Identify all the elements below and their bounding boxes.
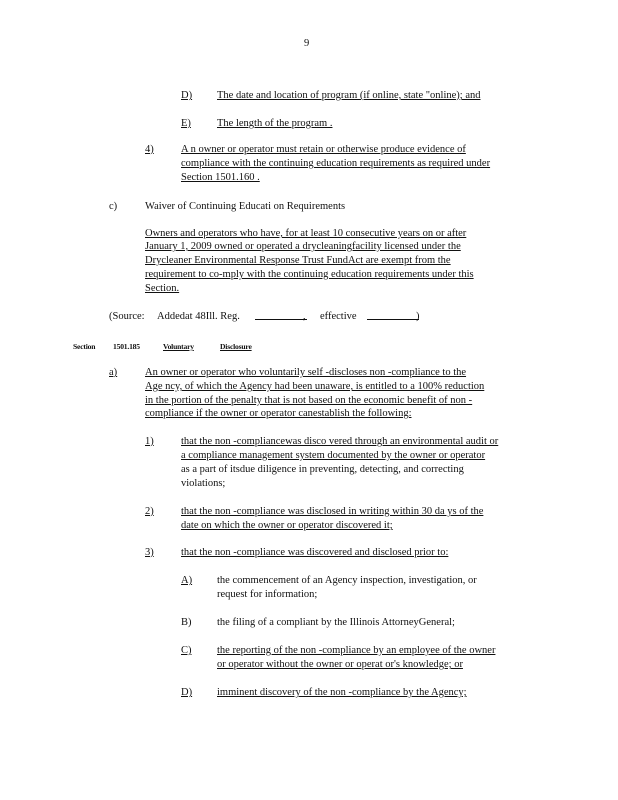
section-c-label: c) xyxy=(109,201,118,212)
section-word: Section xyxy=(73,342,96,351)
item-1-line-1: that the non -compliancewas disco vered through an environmental audit or xyxy=(181,436,499,447)
section-c-heading: Waiver of Continuing Educati on Requirements xyxy=(145,201,346,212)
section-c-line-4: requirement to co-mply with the continuing education requirements under this xyxy=(145,269,474,280)
item-2-label: 2) xyxy=(145,506,154,517)
section-c-line-3: Drycleaner Environmental Response Trust FundAct are exempt from the xyxy=(145,255,451,266)
sub-d-label: D) xyxy=(181,687,193,698)
source-prefix: (Source: xyxy=(109,311,145,322)
sub-a-line-2: request for information; xyxy=(217,589,318,600)
item-1-label: 1) xyxy=(145,436,154,447)
item-1-line-3: as a part of itsdue diligence in preventing, detecting, and correcting xyxy=(181,464,464,475)
sub-d-text: imminent discovery of the non -compliance by the Agency; xyxy=(217,687,467,698)
item-3-label: 3) xyxy=(145,547,154,558)
page-number: 9 xyxy=(304,38,310,49)
sub-c-label: C) xyxy=(181,645,192,656)
section-title-voluntary: Voluntary xyxy=(163,342,194,351)
source-date-blank xyxy=(367,310,419,325)
section-c-line-1: Owners and operators who have, for at least 10 consecutive years on or after xyxy=(145,228,467,239)
item-4-line-3: Section 1501.160 . xyxy=(181,172,260,183)
sub-b-label: B) xyxy=(181,617,192,628)
source-effective: effective xyxy=(320,311,357,322)
item-d-text: The date and location of program (if online, state "online); and xyxy=(217,90,481,101)
item-4-line-2: compliance with the continuing education requirements as required under xyxy=(181,158,491,169)
para-a-line-1: An owner or operator who voluntarily self -discloses non -compliance to the xyxy=(145,367,467,378)
sub-a-label: A) xyxy=(181,575,193,586)
sub-c-line-1: the reporting of the non -compliance by an employee of the owner xyxy=(217,645,496,656)
item-1-line-2: a compliance management system documented by the owner or operator xyxy=(181,450,486,461)
sub-a-line-1: the commencement of an Agency inspection, investigation, or xyxy=(217,575,477,586)
item-1-line-4: violations; xyxy=(181,478,226,489)
para-a-label: a) xyxy=(109,367,118,378)
item-2-line-1: that the non -compliance was disclosed in writing within 30 da ys of the xyxy=(181,506,484,517)
section-title-disclosure: Disclosure xyxy=(220,342,252,351)
para-a-line-2: Age ncy, of which the Agency had been unaware, is entitled to a 100% reduction xyxy=(145,381,485,392)
para-a-line-4: compliance if the owner or operator canestablish the following: xyxy=(145,408,412,419)
sub-b-text: the filing of a compliant by the Illinois AttorneyGeneral; xyxy=(217,617,455,628)
item-2-line-2: date on which the owner or operator discovered it; xyxy=(181,520,393,531)
item-3-text: that the non -compliance was discovered and disclosed prior to: xyxy=(181,547,449,558)
item-d-label: D) xyxy=(181,90,193,101)
item-e-label: E) xyxy=(181,118,191,129)
para-a-line-3: in the portion of the penalty that is not based on the economic benefit of non - xyxy=(145,395,473,406)
source-reg-blank xyxy=(255,310,307,325)
source-added: Addedat 48Ill. Reg. xyxy=(157,311,240,322)
source-comma: , xyxy=(303,311,306,322)
sub-c-line-2: or operator without the owner or operat or's knowledge; or xyxy=(217,659,463,670)
section-c-line-2: January 1, 2009 owned or operated a drycleaningfacility licensed under the xyxy=(145,241,461,252)
item-4-line-1: A n owner or operator must retain or otherwise produce evidence of xyxy=(181,144,466,155)
item-4-label: 4) xyxy=(145,144,154,155)
section-c-line-5: Section. xyxy=(145,283,180,294)
section-number: 1501.185 xyxy=(113,342,140,351)
item-e-text: The length of the program . xyxy=(217,118,333,129)
source-close: ) xyxy=(416,311,420,322)
